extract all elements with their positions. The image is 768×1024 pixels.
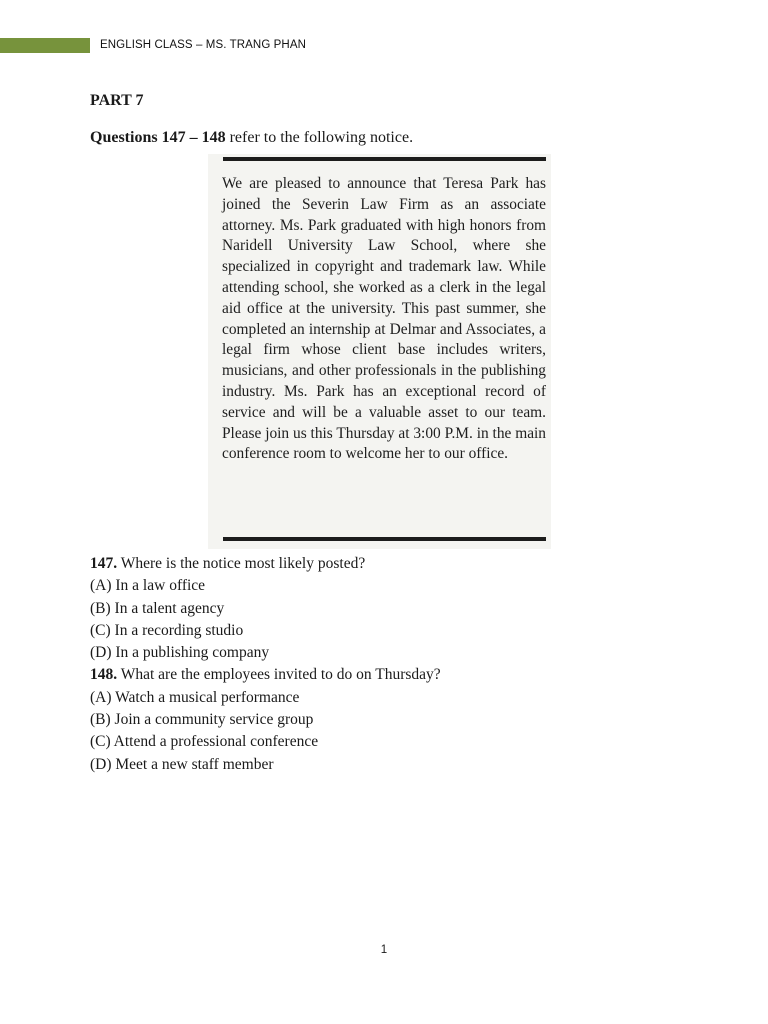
answer-option: (D) In a publishing company [90,644,270,662]
answer-option: (C) Attend a professional conference [90,733,319,751]
page-number: 1 [380,944,388,956]
question-147 [90,553,441,575]
part-title: PART 7 [90,92,144,109]
header-accent-bar [0,38,90,53]
question-number: 148. [90,666,118,684]
notice-top-rule [223,157,546,161]
intro-text: refer to the following notice. [225,129,414,146]
notice-bottom-rule [223,537,546,541]
question-number: 147. [90,555,118,572]
notice-body: We are pleased to announce that Teresa Park has joined the Severin Law Firm as an associate attorney. Ms. Park graduated with high honors from Naridell University Law School, where she specialized in copyright and trademark law. While attending school, she worked as a clerk in the legal aid office at the university. This past summer, she completed an internship at Delmar and Associates, a legal firm whose client base includes writers, musicians, and other professionals in the publishing industry. Ms. Park has an exceptional record of service and will be a valuable asset to our team. Please join us this Thursday at 3:00 P.M. in the main conference room to welcome her to our office. [222,175,546,463]
header-title: ENGLISH CLASS – MS. TRANG PHAN [100,39,307,51]
answer-option: (A) In a law office [90,577,206,595]
answer-option: (B) Join a community service group [90,711,314,729]
questions-intro [90,129,413,147]
questions-range: Questions 147 – 148 [90,129,226,146]
answer-option: (A) Watch a musical performance [90,688,300,706]
answer-option: (C) In a recording studio [90,621,244,639]
question-148 [90,664,441,686]
notice-image [208,154,551,549]
question-text: What are the employees invited to do on Thursday? [117,666,441,684]
answer-option: (D) Meet a new staff member [90,755,274,773]
answer-option: (B) In a talent agency [90,599,225,617]
question-text: Where is the notice most likely posted? [117,555,366,572]
questions-block [90,553,441,776]
